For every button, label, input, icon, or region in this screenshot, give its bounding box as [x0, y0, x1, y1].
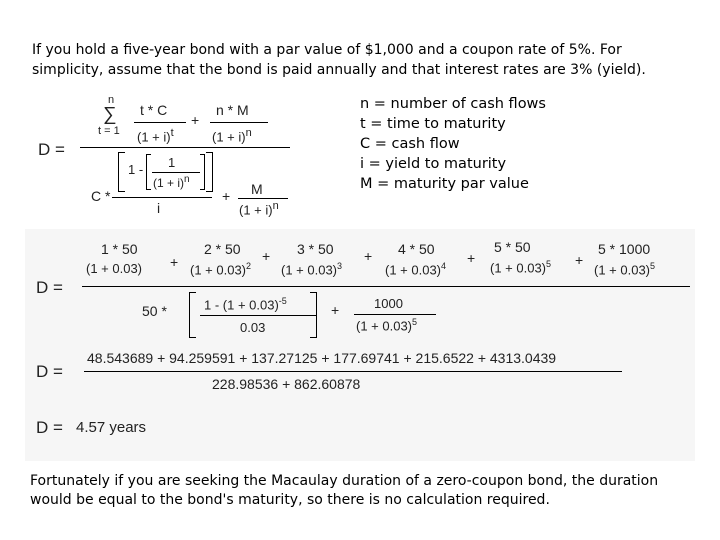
- inner-right-bracket: [200, 154, 205, 190]
- term-numerator: 5 * 1000: [598, 241, 651, 257]
- nm-numerator: n * M: [216, 102, 249, 118]
- inner-left-bracket: [146, 154, 151, 190]
- term-denominator: $(1 + 0.03)^5$: [594, 261, 656, 278]
- main-fraction-bar: [82, 286, 690, 287]
- nm-denominator: $(1 + i)^n$: [212, 127, 252, 145]
- legend-item: n = number of cash flows: [360, 96, 546, 112]
- term-denominator: $(1 + 0.03)^3$: [281, 261, 343, 278]
- fraction-bar: [354, 314, 436, 315]
- right-bracket: [206, 152, 213, 192]
- bracket-numerator: $1 - (1 + 0.03)^{-5}$: [204, 296, 287, 313]
- inner-numerator: 1: [168, 155, 176, 170]
- i-denominator: i: [157, 200, 161, 216]
- par-numerator: 1000: [374, 296, 403, 311]
- term-denominator: $(1 + 0.03)^5$: [490, 259, 552, 276]
- plus-sign: +: [331, 302, 340, 318]
- inner-denominator: $(1 + i)^n$: [153, 174, 190, 190]
- legend-item: C = cash flow: [360, 136, 460, 152]
- fraction-bar: [210, 122, 268, 123]
- duration-result: 4.57 years: [76, 419, 147, 436]
- m-numerator: M: [251, 181, 263, 197]
- m-denominator: $(1 + i)^n$: [239, 200, 279, 218]
- price-denominator-sum: 228.98536 + 862.60878: [212, 376, 361, 392]
- c-star: C *: [91, 188, 111, 204]
- formula-d-label: D =: [38, 140, 65, 159]
- term-numerator: 5 * 50: [494, 239, 531, 255]
- plus-sign: +: [262, 248, 271, 264]
- tc-numerator: t * C: [140, 102, 168, 118]
- term-numerator: 4 * 50: [398, 241, 435, 257]
- plus-sign: +: [191, 112, 200, 128]
- legend-item: M = maturity par value: [360, 176, 529, 192]
- plus-sign: +: [170, 254, 179, 270]
- plus-sign: +: [364, 248, 373, 264]
- outro-line-1: Fortunately if you are seeking the Macaulay duration of a zero-coupon bond, the duration: [30, 473, 659, 489]
- sum-lower-limit: t = 1: [98, 125, 120, 137]
- pv-numerator-sum: 48.543689 + 94.259591 + 137.27125 + 177.69741 + 215.6522 + 4313.0439: [87, 350, 557, 366]
- fifty-star: 50 *: [142, 303, 167, 319]
- fraction-bar: [112, 197, 212, 198]
- plus-sign: +: [575, 252, 584, 268]
- intro-paragraph: [32, 40, 646, 80]
- fraction-bar: [152, 172, 200, 173]
- example-d-label: D =: [36, 418, 63, 437]
- fraction-bar: [84, 371, 622, 372]
- fraction-bar: [200, 315, 316, 316]
- one-minus: 1 -: [128, 162, 144, 177]
- fraction-bar: [134, 122, 186, 123]
- left-bracket: [189, 292, 196, 338]
- left-bracket: [118, 152, 125, 192]
- term-numerator: 3 * 50: [297, 241, 334, 257]
- example-d-label: D =: [36, 278, 63, 297]
- sum-upper-limit: n: [108, 94, 115, 106]
- plus-sign: +: [467, 250, 476, 266]
- bracket-denominator: 0.03: [240, 320, 266, 335]
- sigma-icon: ∑: [103, 104, 117, 125]
- legend-item: t = time to maturity: [360, 116, 506, 132]
- term-denominator: $(1 + 0.03)^2$: [190, 261, 252, 278]
- example-d-label: D =: [36, 362, 63, 381]
- main-fraction-bar: [80, 147, 290, 148]
- outro-line-2: would be equal to the bond's maturity, so there is no calculation required.: [30, 492, 550, 508]
- term-numerator: 1 * 50: [101, 241, 138, 257]
- term-numerator: 2 * 50: [204, 241, 241, 257]
- tc-denominator: $(1 + i)^t$: [137, 127, 174, 145]
- term-denominator: (1 + 0.03): [86, 261, 143, 276]
- par-denominator: $(1 + 0.03)^5$: [356, 317, 418, 334]
- outro-paragraph: [30, 472, 658, 510]
- fraction-bar: [238, 198, 288, 199]
- term-denominator: $(1 + 0.03)^4$: [385, 261, 447, 278]
- variable-legend: [360, 94, 546, 194]
- legend-item: i = yield to maturity: [360, 156, 507, 172]
- intro-line-1: If you hold a five-year bond with a par value of $1,000 and a coupon rate of 5%. For: [32, 42, 622, 58]
- plus-sign: +: [222, 188, 231, 204]
- right-bracket: [310, 292, 317, 338]
- intro-line-2: simplicity, assume that the bond is paid annually and that interest rates are 3% (yield).: [32, 62, 646, 78]
